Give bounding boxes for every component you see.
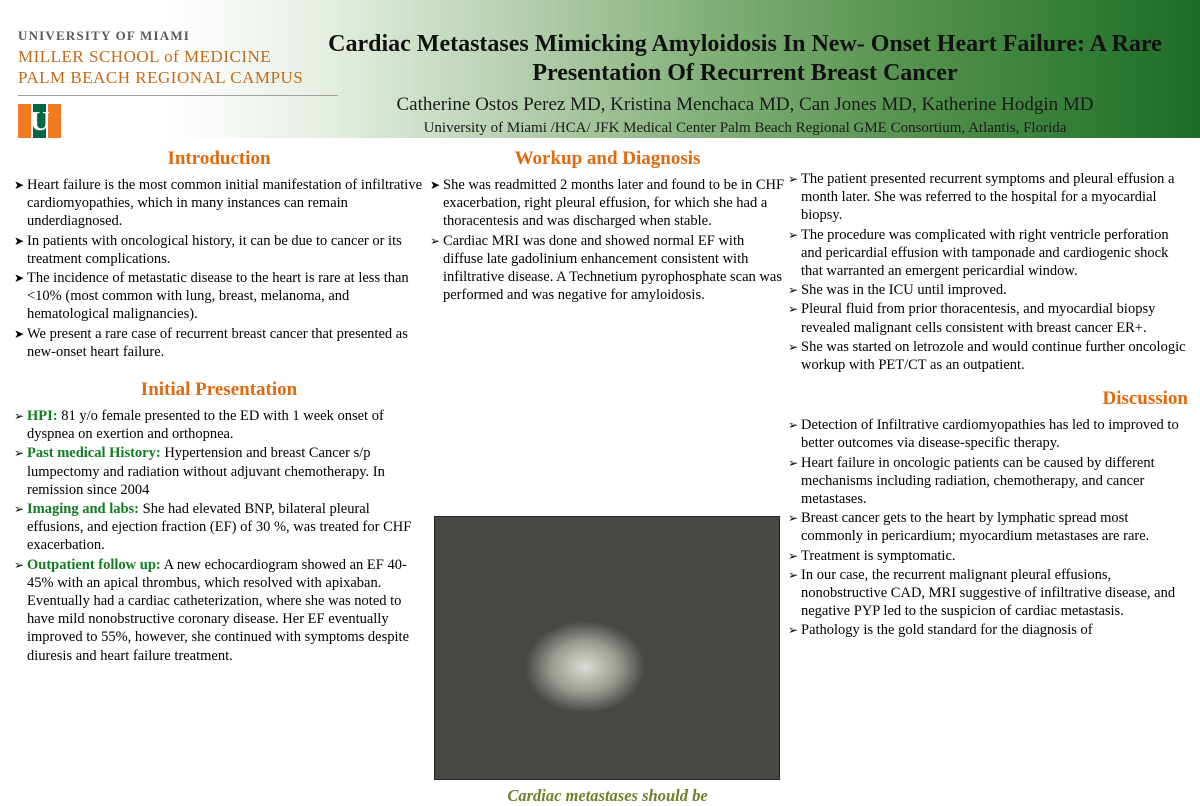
list-item — [14, 269, 424, 324]
list-item — [14, 325, 424, 361]
header-divider — [18, 95, 338, 96]
arrow-bullet-icon: ➢ — [788, 283, 799, 298]
introduction-bullet-list — [14, 176, 424, 361]
list-item-text: We present a rare case of recurrent breast cancer that presented as new-onset heart failure. — [27, 325, 408, 360]
list-item — [788, 547, 1188, 565]
list-item-text: Heart failure is the most common initial manifestation of infiltrative cardiomyopathies, which in many instances can remain underdiagnosed. — [27, 177, 423, 230]
list-item-label: Past medical History: — [27, 445, 161, 462]
list-item-label: Imaging and labs: — [27, 501, 140, 518]
list-item-text: A new echocardiogram showed an EF 40-45% with an apical thrombus, which resolved with apixaban. Eventually had a cardiac catheterization, where she was noted to have mild nonobstructive coronary disease. Her EF eventually improved to 55%, however, she continued with symptoms despite diuresis and heart failure treatment. — [27, 556, 409, 664]
list-item-label: HPI: — [27, 408, 58, 425]
list-item — [788, 226, 1188, 281]
list-item — [14, 176, 424, 231]
section-title-introduction: Introduction — [167, 148, 271, 169]
arrow-bullet-icon: ➢ — [788, 227, 799, 242]
list-item-text: Hypertension and breast Cancer s/p lumpectomy and radiation without adjuvant chemotherapy. In remission since 2004 — [27, 445, 385, 498]
list-item — [14, 407, 424, 443]
arrow-bullet-icon: ➢ — [14, 557, 25, 572]
list-item-text: In patients with oncological history, it can be due to cancer or its treatment complications. — [27, 232, 402, 267]
list-item — [788, 416, 1188, 452]
list-item-text: The incidence of metastatic disease to the heart is rare at less than <10% (most common with lung, breast, melanoma, and hematological malignancies). — [27, 270, 409, 323]
list-item-text: Pleural fluid from prior thoracentesis, and myocardial biopsy revealed malignant cells consistent with breast cancer ER+. — [801, 301, 1156, 336]
list-item-text: She was readmitted 2 months later and found to be in CHF exacerbation, right pleural effusion, for which she had a thoracentesis and was discharged when stable. — [443, 177, 785, 230]
arrow-bullet-icon: ➢ — [14, 502, 25, 517]
initial-presentation-list — [14, 407, 424, 665]
arrow-bullet-icon: ➢ — [788, 302, 799, 317]
list-item-text: The patient presented recurrent symptoms and pleural effusion a month later. She was referred to the hospital for a myocardial biopsy. — [801, 171, 1175, 224]
workup-bullet-list — [430, 176, 785, 304]
university-logo-icon — [18, 104, 62, 138]
arrow-bullet-icon: ➢ — [788, 548, 799, 563]
institution-block — [18, 28, 348, 138]
institution-line-1: UNIVERSITY OF MIAMI — [18, 28, 191, 43]
list-item — [14, 444, 424, 499]
arrow-bullet-icon: ➢ — [788, 418, 799, 433]
logo-letter: U — [30, 106, 50, 136]
mri-scan-graphic — [435, 517, 779, 779]
arrow-bullet-icon: ➢ — [788, 623, 799, 638]
section-title-discussion: Discussion — [1102, 388, 1188, 410]
affiliation-text: University of Miami /HCA/ JFK Medical Center Palm Beach Regional GME Consortium, Atlantis, Florida — [423, 120, 1067, 136]
list-item-label: Outpatient follow up: — [27, 556, 161, 573]
list-item — [788, 566, 1188, 621]
institution-line-2: MILLER SCHOOL of MEDICINE — [18, 47, 272, 66]
column-right — [788, 138, 1188, 641]
arrow-bullet-icon: ➤ — [14, 233, 25, 248]
list-item-text: Breast cancer gets to the heart by lymphatic spread most commonly in pericardium; myocardium metastases are rare. — [801, 510, 1150, 545]
list-item — [788, 300, 1188, 336]
list-item-text: In our case, the recurrent malignant pleural effusions, nonobstructive CAD, MRI suggestive of infiltrative disease, and negative PYP led to the suspicion of cardiac metastasis. — [801, 566, 1176, 620]
arrow-bullet-icon: ➢ — [788, 339, 799, 354]
list-item-text: She was in the ICU until improved. — [801, 282, 1007, 299]
arrow-bullet-icon: ➢ — [788, 511, 799, 526]
clinical-course-list — [788, 170, 1188, 374]
arrow-bullet-icon: ➤ — [14, 271, 25, 286]
poster-body — [0, 138, 1200, 805]
list-item-text: Treatment is symptomatic. — [801, 547, 956, 564]
arrow-bullet-icon: ➢ — [788, 455, 799, 470]
arrow-bullet-icon: ➢ — [14, 446, 25, 461]
arrow-bullet-icon: ➤ — [14, 178, 25, 192]
arrow-bullet-icon: ➢ — [14, 409, 25, 424]
figure-caption: Cardiac metastases should be — [507, 786, 708, 805]
section-title-initial-presentation: Initial Presentation — [140, 379, 298, 401]
list-item — [14, 232, 424, 268]
list-item-text: Detection of Infiltrative cardiomyopathies has led to improved to better outcomes via disease-specific therapy. — [801, 417, 1179, 452]
list-item — [788, 338, 1188, 374]
list-item-text: She had elevated BNP, bilateral pleural effusions, and ejection fraction (EF) of 30 %, was treated for CHF exacerbation. — [27, 501, 412, 554]
column-middle — [430, 138, 785, 305]
list-item-text: Pathology is the gold standard for the diagnosis of — [801, 622, 1093, 639]
list-item — [430, 176, 785, 231]
arrow-bullet-icon: ➢ — [788, 567, 799, 582]
arrow-bullet-icon: ➢ — [430, 233, 441, 248]
title-block — [300, 30, 1190, 138]
list-item — [430, 232, 785, 305]
column-left — [14, 138, 424, 666]
list-item — [788, 454, 1188, 509]
author-list: Catherine Ostos Perez MD, Kristina Menchaca MD, Can Jones MD, Katherine Hodgin MD — [396, 94, 1094, 115]
list-item — [788, 621, 1188, 639]
list-item-text: 81 y/o female presented to the ED with 1 week onset of dyspnea on exertion and orthopnea. — [27, 408, 384, 443]
list-item-text: Cardiac MRI was done and showed normal EF with diffuse late gadolinium enhancement consistent with infiltrative disease. A Technetium pyrophosphate scan was performed and was negative for amyloidosis. — [443, 232, 782, 304]
list-item-text: The procedure was complicated with right ventricle perforation and pericardial effusion with tamponade and cardiogenic shock that warranted an emergent pericardial window. — [801, 226, 1169, 280]
arrow-bullet-icon: ➢ — [788, 172, 799, 186]
poster-header — [0, 0, 1200, 138]
list-item — [14, 500, 424, 555]
list-item-text: She was started on letrozole and would continue further oncologic workup with PET/CT as an outpatient. — [801, 338, 1186, 374]
list-item — [788, 281, 1188, 299]
list-item-text: Heart failure in oncologic patients can be caused by different mechanisms including radiation, chemotherapy, and cancer metastases. — [801, 454, 1155, 508]
discussion-bullet-list — [788, 416, 1188, 639]
list-item — [14, 556, 424, 665]
arrow-bullet-icon: ➤ — [14, 326, 25, 341]
arrow-bullet-icon: ➤ — [430, 178, 441, 192]
institution-line-3: PALM BEACH REGIONAL CAMPUS — [18, 68, 304, 87]
cardiac-mri-image — [434, 516, 780, 780]
list-item — [788, 509, 1188, 545]
list-item — [788, 170, 1188, 225]
section-title-workup: Workup and Diagnosis — [514, 148, 701, 169]
page-title: Cardiac Metastases Mimicking Amyloidosis In New- Onset Heart Failure: A Rare Presentation Of Recurrent Breast Cancer — [328, 31, 1162, 86]
